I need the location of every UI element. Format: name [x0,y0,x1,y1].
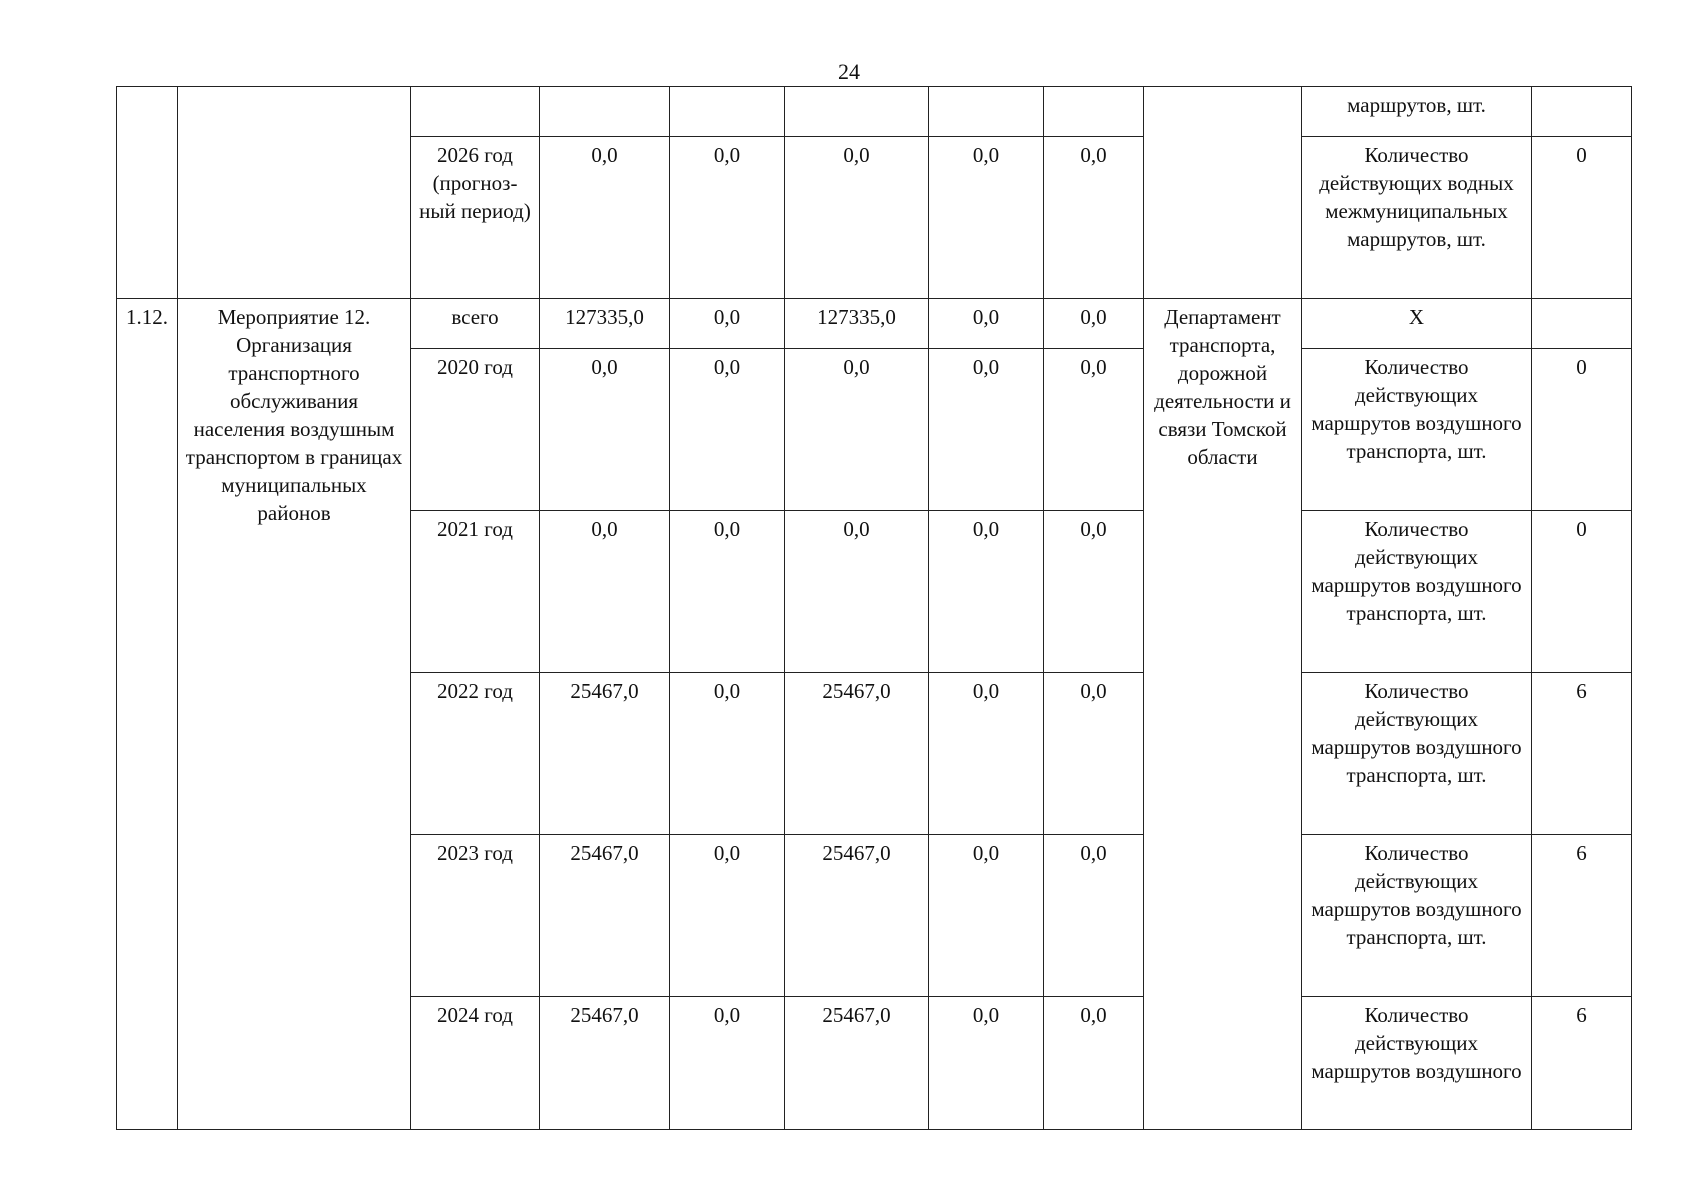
target-cell: 0 [1532,349,1632,511]
indicator-cell: Количество действующих маршрутов воздушного транспорта, шт. [1302,673,1532,835]
value-cell: 0,0 [785,349,929,511]
value-cell: 25467,0 [540,673,670,835]
value-cell [540,87,670,137]
activity-number: 1.12. [117,299,178,1130]
value-cell: 0,0 [929,835,1044,997]
value-cell: 0,0 [540,137,670,299]
value-cell: 25467,0 [540,835,670,997]
value-cell: 25467,0 [540,997,670,1130]
value-cell [1044,87,1144,137]
value-cell: 0,0 [670,835,785,997]
target-cell: 6 [1532,673,1632,835]
value-cell: 0,0 [670,137,785,299]
value-cell: 25467,0 [785,673,929,835]
table-row [117,299,1632,349]
value-cell: 0,0 [1044,137,1144,299]
period-cell: 2022 год [411,673,540,835]
target-cell: 6 [1532,835,1632,997]
period-cell: 2023 год [411,835,540,997]
value-cell [785,87,929,137]
value-cell: 25467,0 [785,997,929,1130]
value-cell: 0,0 [1044,673,1144,835]
value-cell: 0,0 [1044,299,1144,349]
number-cell [117,87,178,299]
program-table [116,86,1632,1130]
value-cell: 0,0 [670,673,785,835]
period-cell [411,87,540,137]
indicator-cell: Количество действующих маршрутов воздушного [1302,997,1532,1130]
value-cell: 0,0 [929,299,1044,349]
value-cell: 127335,0 [540,299,670,349]
activity-name-cell [178,87,411,299]
value-cell: 0,0 [1044,835,1144,997]
value-cell: 25467,0 [785,835,929,997]
value-cell: 0,0 [929,511,1044,673]
target-cell: 0 [1532,511,1632,673]
period-cell: всего [411,299,540,349]
value-cell [929,87,1044,137]
value-cell: 0,0 [670,349,785,511]
page-number: 24 [838,59,860,84]
indicator-cell: Х [1302,299,1532,349]
value-cell: 0,0 [1044,997,1144,1130]
target-cell: 0 [1532,137,1632,299]
target-cell: 6 [1532,997,1632,1130]
value-cell: 0,0 [670,511,785,673]
value-cell: 0,0 [785,511,929,673]
period-cell: 2024 год [411,997,540,1130]
indicator-cell: Количество действующих маршрутов воздушного транспорта, шт. [1302,835,1532,997]
value-cell: 0,0 [929,997,1044,1130]
value-cell: 0,0 [1044,511,1144,673]
value-cell: 0,0 [785,137,929,299]
executor-cell [1144,87,1302,299]
value-cell: 0,0 [670,299,785,349]
target-cell [1532,87,1632,137]
value-cell: 127335,0 [785,299,929,349]
activity-name: Мероприятие 12. Организация транспортного обслуживания населения воздушным транспортом в границах муниципальных районов [178,299,411,1130]
value-cell: 0,0 [929,137,1044,299]
value-cell: 0,0 [1044,349,1144,511]
table-row [117,87,1632,137]
value-cell: 0,0 [929,673,1044,835]
value-cell: 0,0 [540,511,670,673]
executor: Департамент транспорта, дорожной деятельности и связи Томской области [1144,299,1302,1130]
indicator-cell: Количество действующих маршрутов воздушного транспорта, шт. [1302,349,1532,511]
period-cell: 2021 год [411,511,540,673]
value-cell: 0,0 [670,997,785,1130]
indicator-cell: Количество действующих маршрутов воздушного транспорта, шт. [1302,511,1532,673]
value-cell [670,87,785,137]
target-cell [1532,299,1632,349]
value-cell: 0,0 [929,349,1044,511]
value-cell: 0,0 [540,349,670,511]
indicator-cell: маршрутов, шт. [1302,87,1532,137]
period-cell: 2026 год (прогноз-ный период) [411,137,540,299]
period-cell: 2020 год [411,349,540,511]
indicator-cell: Количество действующих водных межмуниципальных маршрутов, шт. [1302,137,1532,299]
